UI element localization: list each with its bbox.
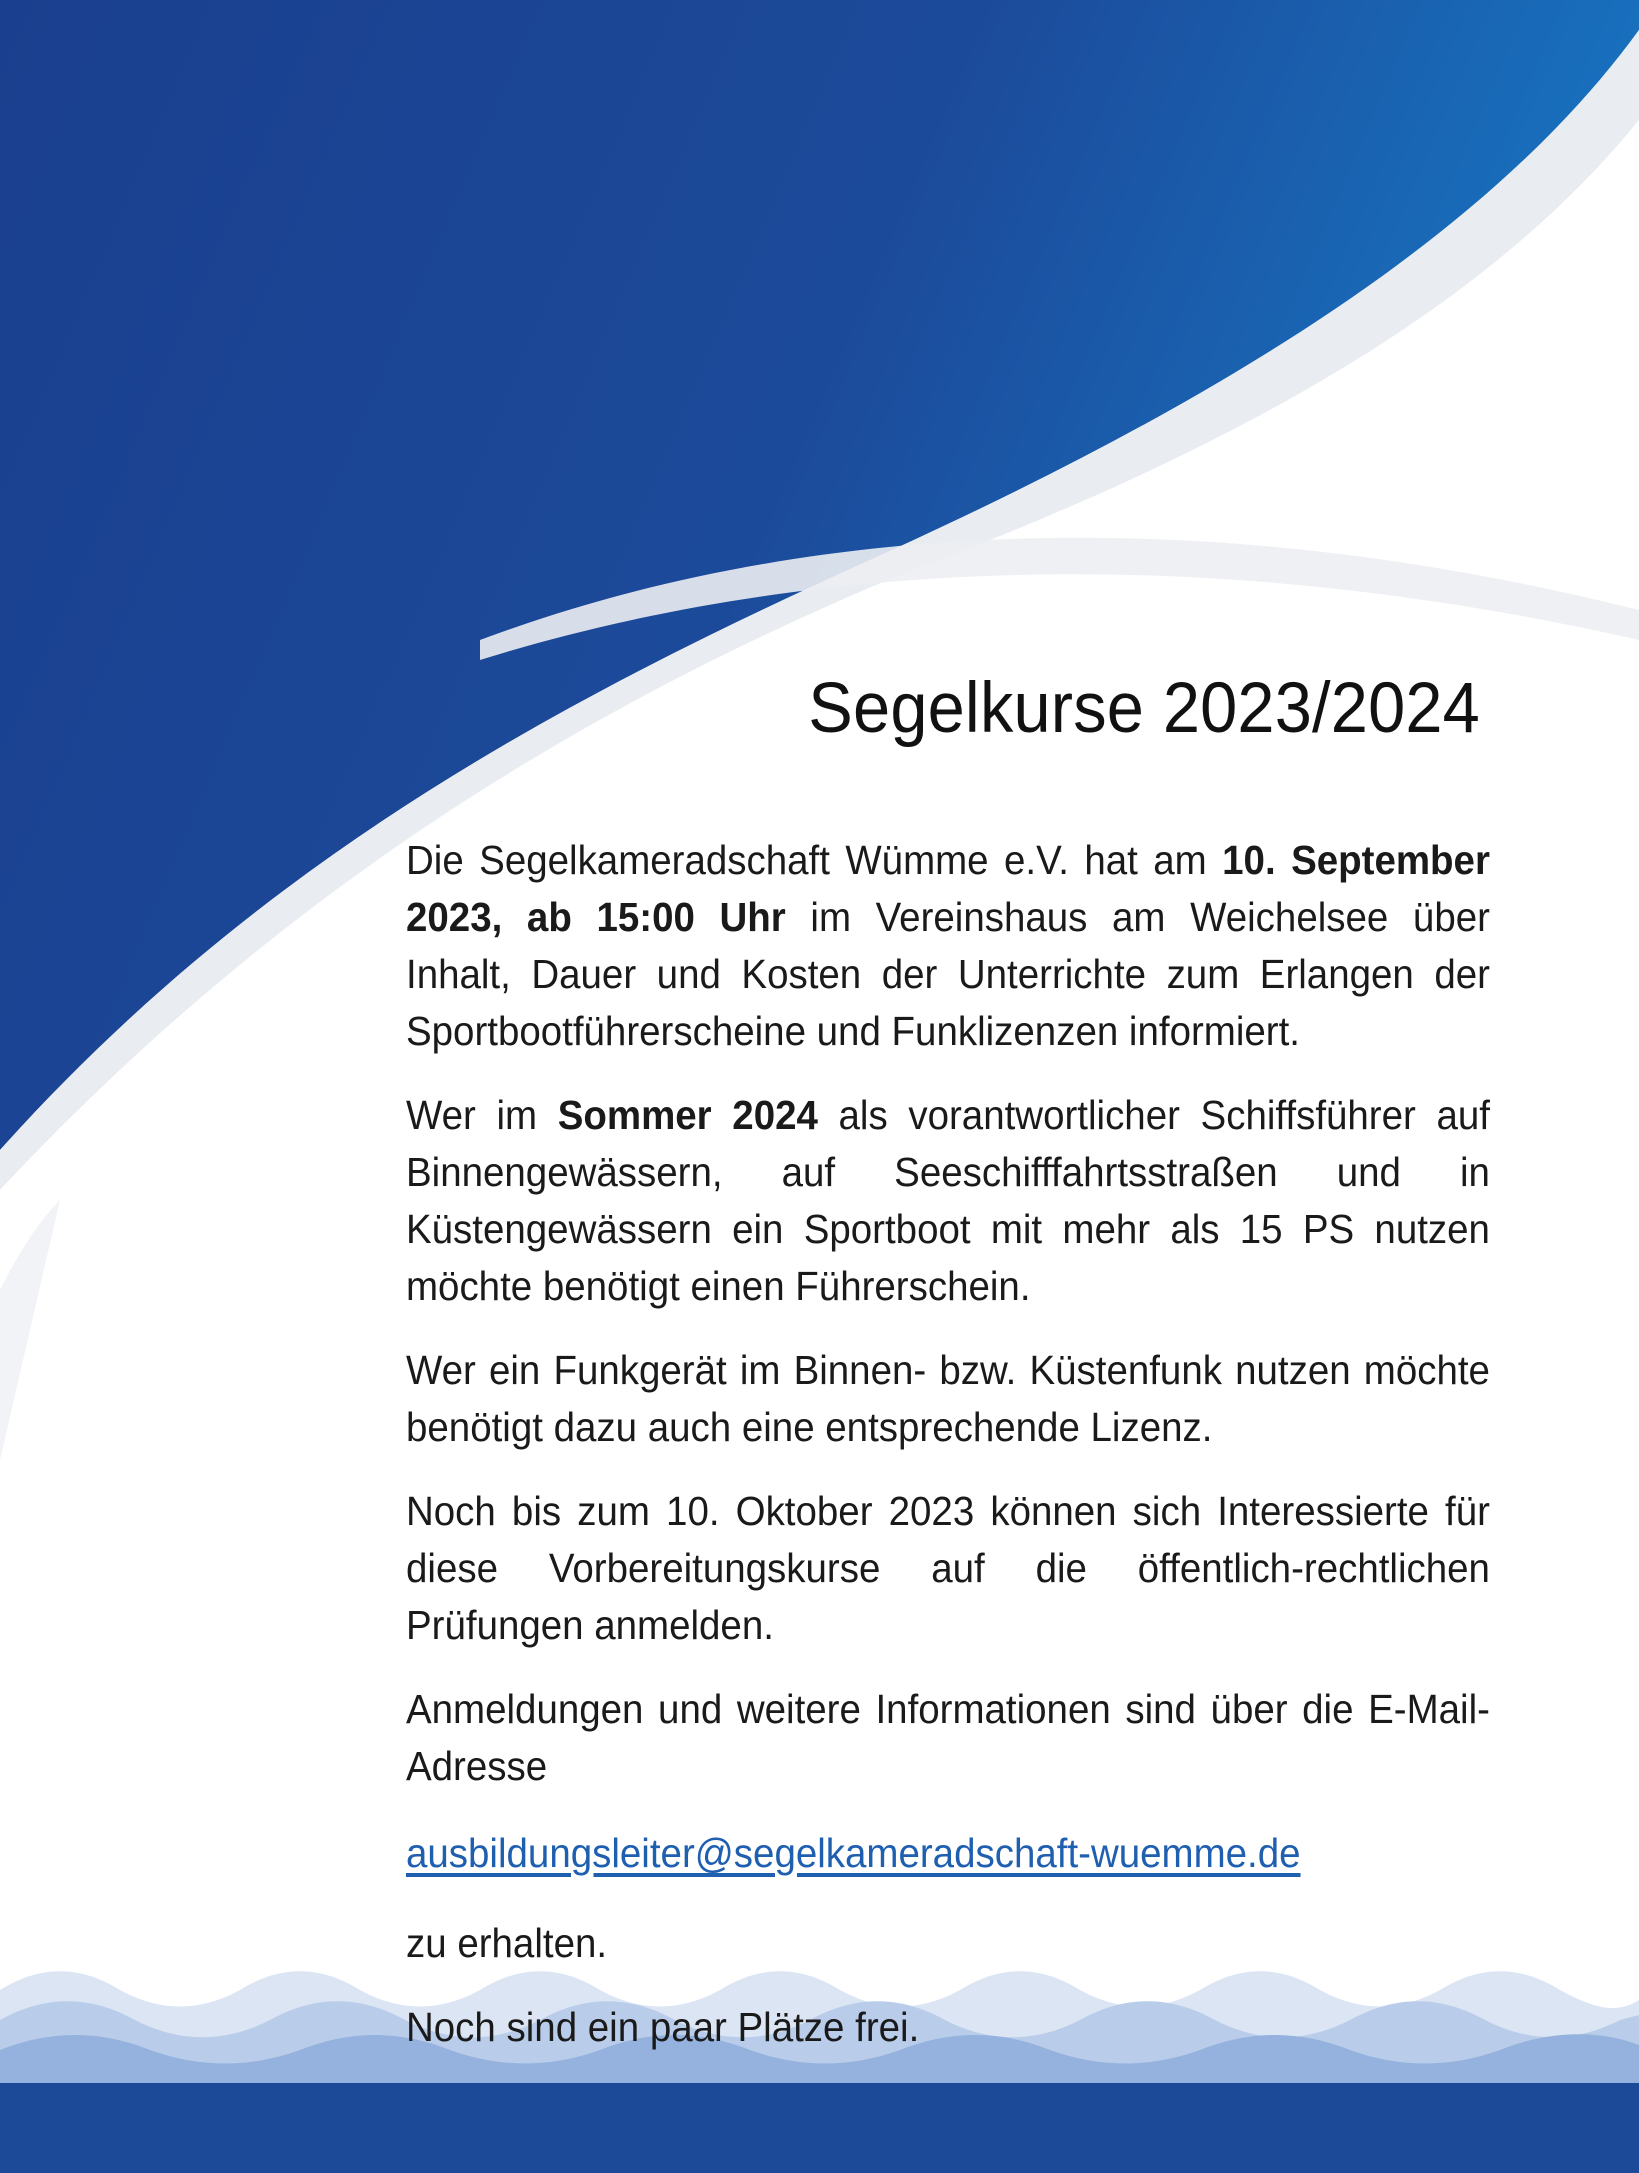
paragraph-registration: Anmeldungen und weitere Informationen sind über die E-Mail-Adresse: [406, 1686, 1490, 1789]
paragraph-places: Noch sind ein paar Plätze frei.: [406, 2004, 920, 2050]
body-text: [406, 832, 1490, 2083]
event-date-bold: 10. September 2023, ab 15:00 Uhr: [406, 837, 1490, 940]
page-title: Segelkurse 2023/2024: [808, 669, 1480, 748]
paragraph-license: [406, 1087, 1490, 1315]
paragraph-deadline: Noch bis zum 10. Oktober 2023 können sich Interessierte für diese Vorbereitungskurse auf die öffentlich-rechtlichen Prüfungen anmelden.: [406, 1488, 1490, 1648]
text-span: Wer im: [406, 1092, 558, 1138]
text-span: als vorantwortlicher Schiffsführer auf Binnengewässern, auf Seeschifffahrtsstraßen und in Küstengewässern ein Sportboot mit mehr als 15 PS nutzen möchte benötigt einen Führerschein.: [406, 1092, 1490, 1309]
bottom-blue-bar: [0, 2083, 1639, 2173]
paragraph-obtain: zu erhalten.: [406, 1920, 608, 1966]
email-link[interactable]: ausbildungsleiter@segelkameradschaft-wuemme.de: [406, 1830, 1301, 1876]
text-span: Die Segelkameradschaft Wümme e.V. hat am: [406, 837, 1223, 883]
email-paragraph: [406, 1825, 1490, 1882]
paragraph-info-event: [406, 832, 1490, 1060]
season-bold: Sommer 2024: [557, 1092, 818, 1138]
text-span: im Vereinshaus am Weichelsee über Inhalt, Dauer und Kosten der Unterrichte zum Erlangen der Sportbootführerscheine und Funklizenzen informiert.: [406, 894, 1490, 1054]
paragraph-radio: Wer ein Funkgerät im Binnen- bzw. Küstenfunk nutzen möchte benötigt dazu auch eine entsprechende Lizenz.: [406, 1347, 1490, 1450]
